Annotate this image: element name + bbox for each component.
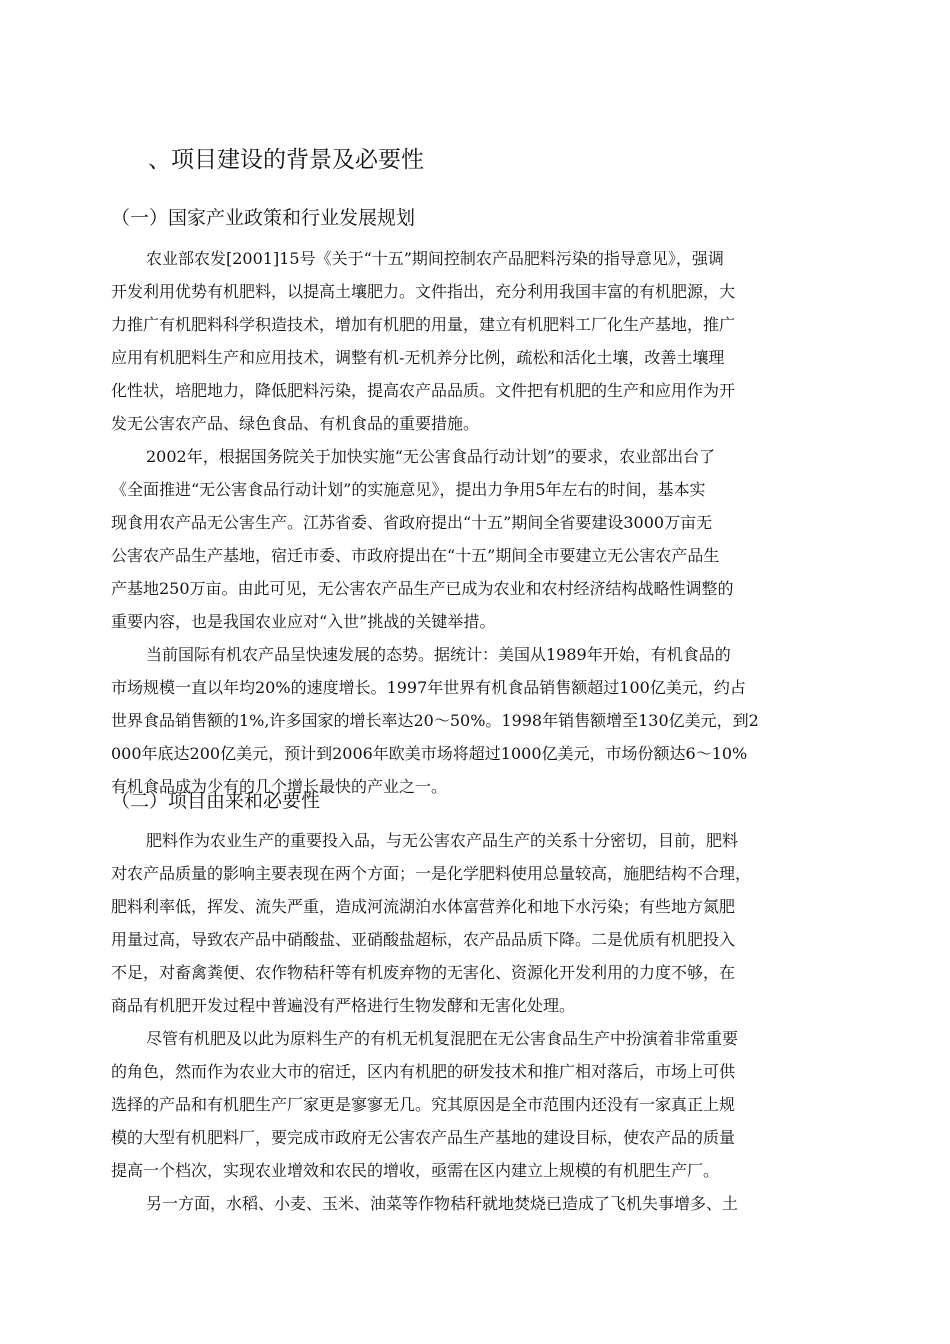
paragraph-line: 2002年，根据国务院关于加快实施“无公害食品行动计划”的要求，农业部出台了 [146,447,716,466]
paragraph-line: 产基地250万亩。由此可见，无公害农产品生产已成为农业和农村经济结构战略性调整的 [111,579,734,598]
paragraph-line: 肥料利率低，挥发、流失严重，造成河流湖泊水体富营养化和地下水污染；有些地方氮肥 [111,897,736,916]
paragraph-line: 另一方面，水稻、小麦、玉米、油菜等作物秸秆就地焚烧已造成了飞机失事增多、土 [146,1194,739,1213]
paragraph-line: 《全面推进“无公害食品行动计划”的实施意见》，提出力争用5年左右的时间，基本实 [111,480,706,499]
paragraph-line: 农业部农发[2001]15号《关于“十五”期间控制农产品肥料污染的指导意见》，强调 [146,249,724,268]
paragraph-line: 市场规模一直以年均20%的速度增长。1997年世界有机食品销售额超过100亿美元，约占 [111,678,746,697]
paragraph-line: 选择的产品和有机肥生产厂家更是寥寥无几。究其原因是全市范围内还没有一家真正上规 [111,1095,736,1114]
paragraph-line: 化性状，培肥地力，降低肥料污染，提高农产品品质。文件把有机肥的生产和应用作为开 [111,381,736,400]
paragraph-line: 000年底达200亿美元，预计到2006年欧美市场将超过1000亿美元，市场份额达6～10% [111,744,748,763]
paragraph-line: 不足，对畜禽粪便、农作物秸秆等有机废弃物的无害化、资源化开发利用的力度不够，在 [111,963,736,982]
section-heading-policy: （一）国家产业政策和行业发展规划 [111,207,416,229]
paragraph-line: 重要内容，也是我国农业应对“入世”挑战的关键举措。 [111,612,496,631]
document-title: 、项目建设的背景及必要性 [148,147,424,173]
paragraph-line: 力推广有机肥料科学积造技术，增加有机肥的用量，建立有机肥料工厂化生产基地，推广 [111,315,736,334]
paragraph-line: 对农产品质量的影响主要表现在两个方面；一是化学肥料使用总量较高，施肥结构不合理， [111,864,752,883]
paragraph-line: 用量过高，导致农产品中硝酸盐、亚硝酸盐超标，农产品品质下降。二是优质有机肥投入 [111,930,736,949]
paragraph-line: 公害农产品生产基地，宿迁市委、市政府提出在“十五”期间全市要建立无公害农产品生 [111,546,720,565]
paragraph-line: 尽管有机肥及以此为原料生产的有机无机复混肥在无公害食品生产中扮演着非常重要 [146,1029,739,1048]
paragraph-line: 发无公害农产品、绿色食品、有机食品的重要措施。 [111,414,480,433]
paragraph-line: 开发利用优势有机肥料，以提高土壤肥力。文件指出，充分利用我国丰富的有机肥源，大 [111,282,736,301]
paragraph-line: 应用有机肥料生产和应用技术，调整有机-无机养分比例，疏松和活化土壤，改善土壤理 [111,348,725,367]
paragraph-line: 肥料作为农业生产的重要投入品，与无公害农产品生产的关系十分密切，目前，肥料 [146,831,739,850]
paragraph-line: 提高一个档次，实现农业增效和农民的增收，亟需在区内建立上规模的有机肥生产厂。 [111,1161,720,1180]
paragraph-line: 现食用农产品无公害生产。江苏省委、省政府提出“十五”期间全省要建设3000万亩无 [111,513,713,532]
paragraph-line: 当前国际有机农产品呈快速发展的态势。据统计：美国从1989年开始，有机食品的 [146,645,731,664]
paragraph-line: 世界食品销售额的1%,许多国家的增长率达20～50%。1998年销售额增至130亿美元，到2 [111,711,759,730]
section-heading-origin: （二）项目由来和必要性 [111,790,321,812]
paragraph-line: 的角色，然而作为农业大市的宿迁，区内有机肥的研发技术和推广相对落后，市场上可供 [111,1062,736,1081]
paragraph-line: 商品有机肥开发过程中普遍没有严格进行生物发酵和无害化处理。 [111,996,576,1015]
paragraph-line: 模的大型有机肥料厂，要完成市政府无公害农产品生产基地的建设目标，使农产品的质量 [111,1128,736,1147]
paragraph-line: 有机食品成为少有的几个增长最快的产业之一。 [111,777,448,796]
